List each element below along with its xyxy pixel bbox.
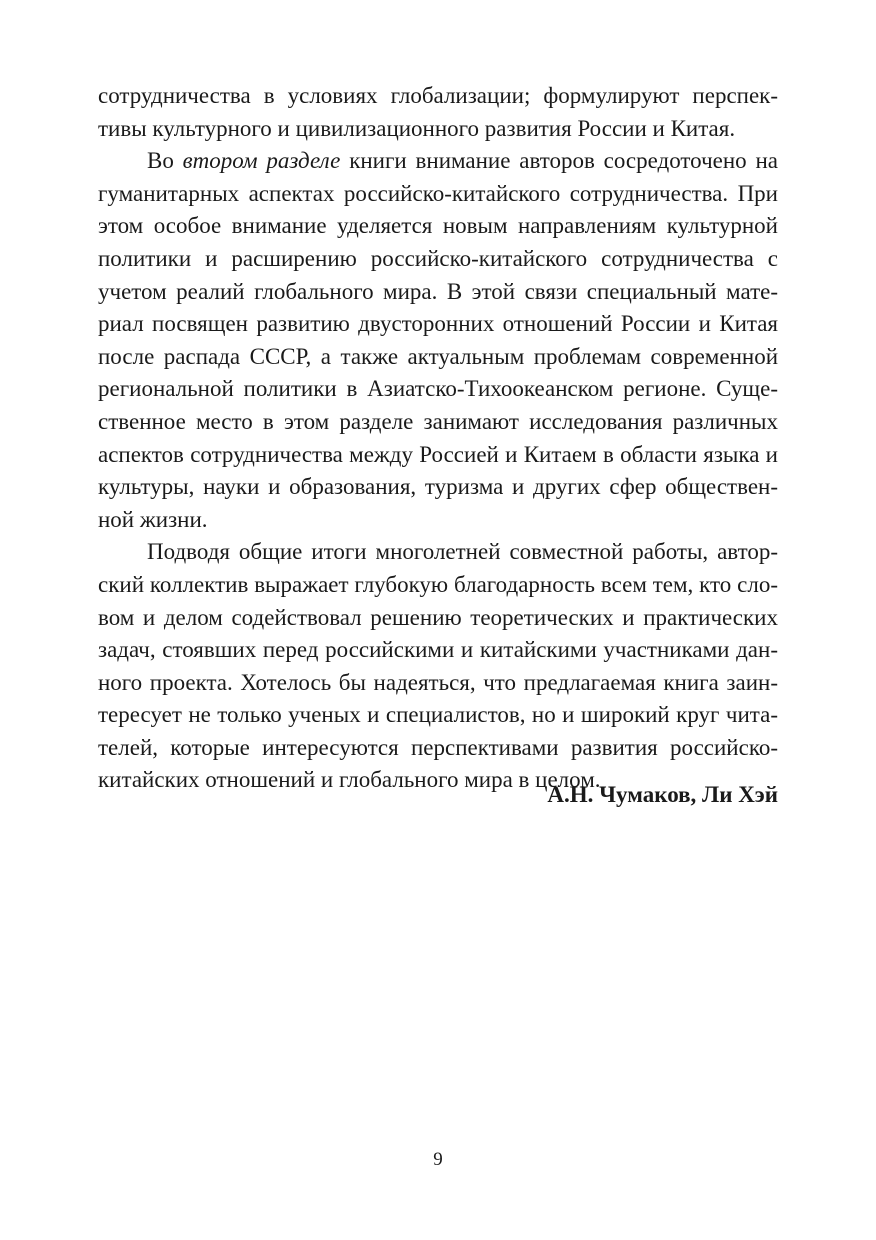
body-text xyxy=(98,80,778,797)
page-number: 9 xyxy=(433,1149,443,1170)
text-line: после распада СССР, а также актуальным проблемам современной xyxy=(98,343,778,369)
text-line: ного проекта. Хотелось бы надеяться, что предлагаемая книга заин- xyxy=(98,669,778,695)
text-line: региональной политики в Азиатско-Тихоокеанском регионе. Суще- xyxy=(98,376,778,402)
text-line: ной жизни. xyxy=(98,506,208,532)
text-line: задач, стоявших перед российскими и китайскими участниками дан- xyxy=(98,637,778,663)
text-line: аспектов сотрудничества между Россией и Китаем в области языка и xyxy=(98,441,778,467)
text-line: гуманитарных аспектах российско-китайского сотрудничества. При xyxy=(98,180,778,206)
text-line: вом и делом содействовал решению теоретических и практических xyxy=(98,604,778,630)
text-line: телей, которые интересуются перспективами развития российско- xyxy=(98,734,778,760)
text-line: учетом реалий глобального мира. В этой связи специальный мате- xyxy=(98,278,778,304)
text-fragment: книги внимание авторов сосредоточено на xyxy=(340,148,778,174)
text-line: этом особое внимание уделяется новым направлениям культурной xyxy=(98,213,778,239)
text-line: риал посвящен развитию двусторонних отношений России и Китая xyxy=(98,311,778,337)
text-line: сотрудничества в условиях глобализации; формулируют перспек- xyxy=(98,83,778,108)
text-line: тивы культурного и цивилизационного развития России и Китая. xyxy=(98,115,736,141)
paragraph-first-line: Подводя общие итоги многолетней совместной работы, автор- xyxy=(147,539,778,565)
text-line: культуры, науки и образования, туризма и других сфер обществен- xyxy=(98,474,778,500)
emphasized-text: втором разделе xyxy=(182,148,341,174)
paragraph-first-line xyxy=(98,145,778,178)
text-fragment: Во xyxy=(147,148,183,174)
author-signature: А.Н. Чумаков, Ли Хэй xyxy=(547,782,778,807)
text-line: ский коллектив выражает глубокую благодарность всем тем, кто сло- xyxy=(98,571,778,597)
text-line: тересует не только ученых и специалистов, но и широкий круг чита- xyxy=(98,702,778,728)
text-line: политики и расширению российско-китайского сотрудничества с xyxy=(98,245,778,271)
text-line: китайских отношений и глобального мира в целом. xyxy=(98,767,601,793)
text-line: ственное место в этом разделе занимают исследования различных xyxy=(98,408,778,434)
